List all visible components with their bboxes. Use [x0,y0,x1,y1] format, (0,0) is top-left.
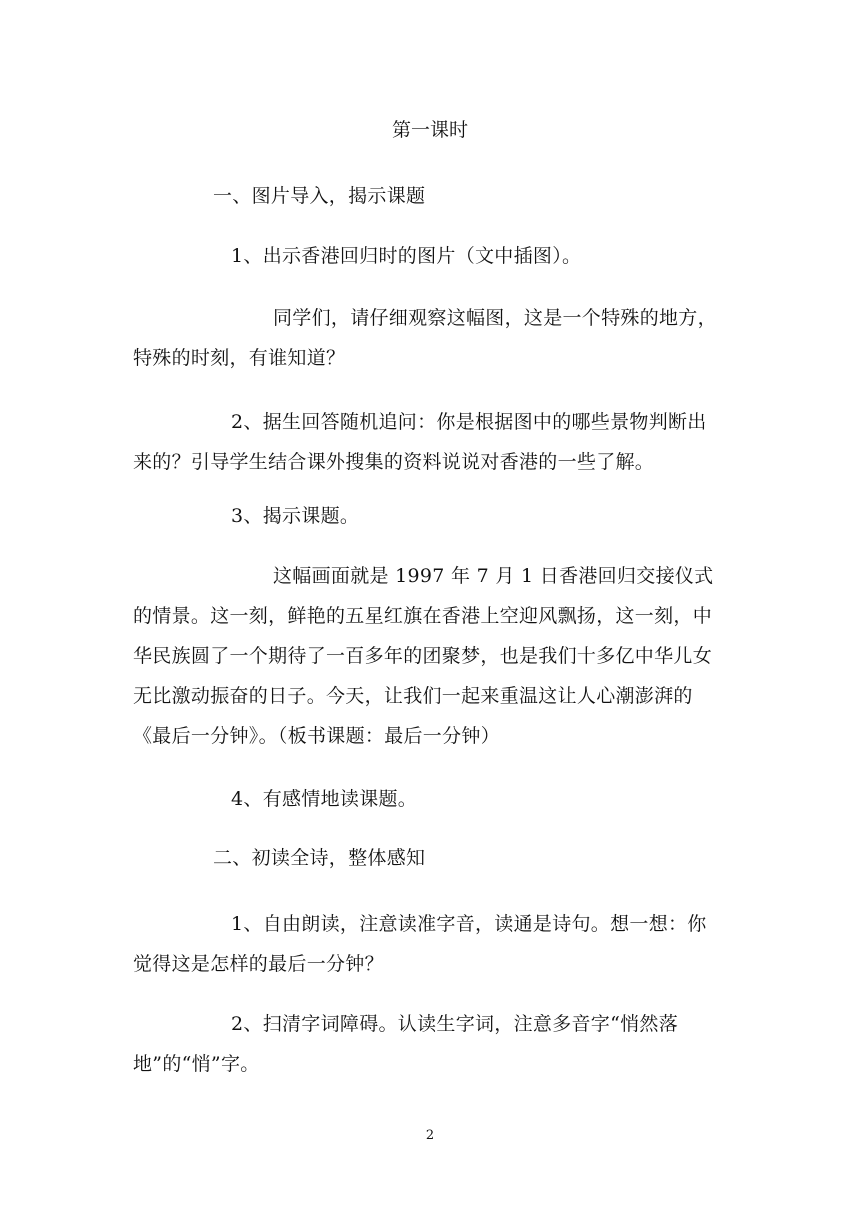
section-heading-1: 一、图片导入，揭示课题 [213,185,426,207]
list-item-2: 2、据生回答随机追问：你是根据图中的哪些景物判断出来的？引导学生结合课外搜集的资料说说对香港的一些了解。 [133,411,707,473]
list-item-5: 1、自由朗读，注意读准字音，读通是诗句。想一想：你觉得这是怎样的最后一分钟？ [133,913,707,975]
list-item-1: 1、出示香港回归时的图片（文中插图）。 [231,245,582,267]
list-item-6: 2、扫清字词障碍。认读生字词，注意多音字“悄然落地”的“悄”字。 [133,1013,679,1075]
page-number: 2 [425,1128,435,1143]
paragraph-2: 这幅画面就是 1997 年 7 月 1 日香港回归交接仪式的情景。这一刻，鲜艳的五星红旗在香港上空迎风飘扬，这一刻，中华民族圆了一个期待了一百多年的团聚梦，也是我们十多亿中华儿女无比激动振奋的日子。今天，让我们一起来重温这让人心潮澎湃的《最后一分钟》。（板书课题：最后一分钟） [133,565,714,747]
paragraph-1: 同学们，请仔细观察这幅图，这是一个特殊的地方，特殊的时刻，有谁知道？ [133,307,717,369]
list-item-3: 3、揭示课题。 [231,505,360,527]
lesson-title: 第一课时 [391,119,468,141]
list-item-4: 4、有感情地读课题。 [231,788,418,810]
section-heading-2: 二、初读全诗，整体感知 [213,847,426,869]
